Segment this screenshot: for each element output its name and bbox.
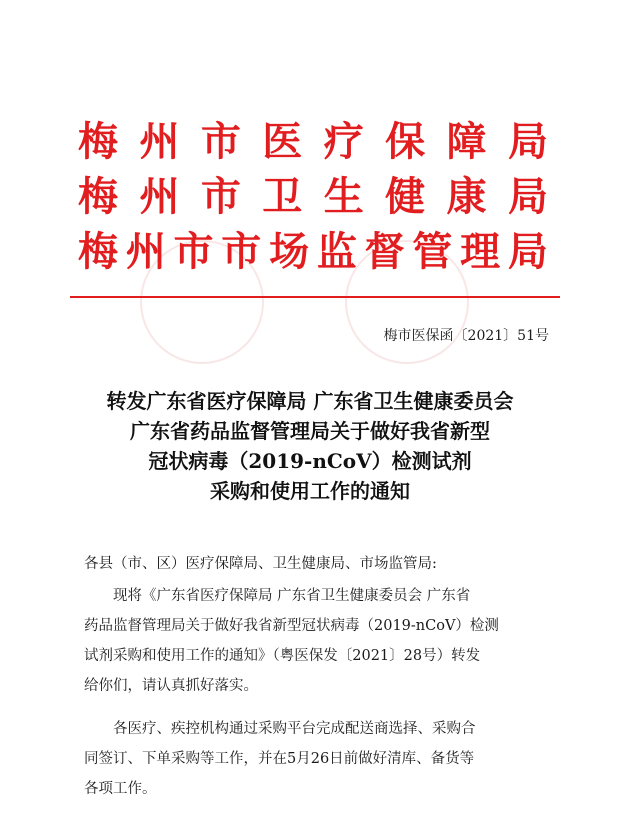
paragraph-line: 现将《广东省医疗保障局 广东省卫生健康委员会 广东省 — [113, 588, 471, 604]
paragraph-line: 试剂采购和使用工作的通知》（粤医保发〔2021〕28号）转发 — [84, 648, 481, 664]
title-line: 广东省药品监督管理局关于做好我省新型 — [130, 419, 490, 443]
body-paragraph-1 — [84, 581, 554, 701]
paragraph-line: 各医疗、疾控机构通过采购平台完成配送商选择、采购合 — [113, 721, 476, 737]
paragraph-line: 各项工作。 — [84, 781, 157, 797]
document-title — [60, 386, 560, 506]
org-line-market-supervision-bureau: 梅 州 市 市 场 监 督 管 理 局 — [78, 230, 548, 274]
org-line-health-commission: 梅 州 市 卫 生 健 康 局 — [78, 175, 548, 219]
body-paragraph-2 — [84, 714, 554, 804]
org-line-medical-security-bureau: 梅 州 市 医 疗 保 障 局 — [78, 120, 548, 164]
recipient-line: 各县（市、区）医疗保障局、卫生健康局、市场监管局: — [84, 556, 437, 572]
title-line: 转发广东省医疗保障局 广东省卫生健康委员会 — [106, 389, 514, 413]
title-line: 采购和使用工作的通知 — [210, 479, 410, 503]
paragraph-line: 同签订、下单采购等工作，并在5月26日前做好清库、备货等 — [84, 751, 475, 767]
paragraph-line: 药品监督管理局关于做好我省新型冠状病毒（2019-nCoV）检测 — [84, 618, 499, 634]
document-number: 梅市医保函〔2021〕51号 — [383, 328, 549, 344]
paragraph-line: 给你们，请认真抓好落实。 — [84, 678, 258, 694]
title-line: 冠状病毒（2019-nCoV）检测试剂 — [148, 449, 472, 473]
red-header-rule — [70, 296, 560, 298]
